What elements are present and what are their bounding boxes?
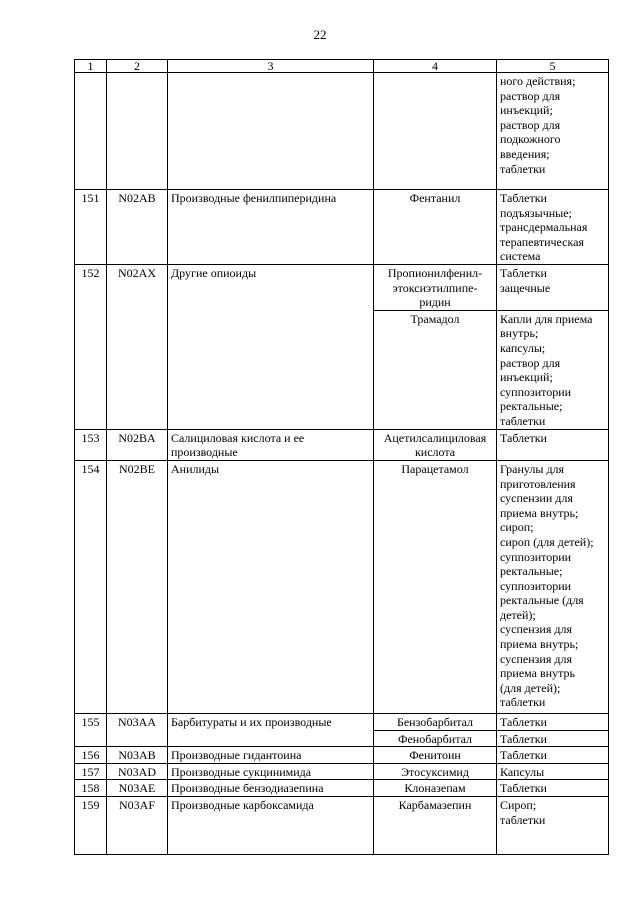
group-cell: [168, 73, 374, 190]
row-number-cell: 153: [75, 429, 107, 460]
cell-line: Производные бензодиазепина: [171, 781, 324, 796]
dosage-forms-cell: [497, 310, 609, 429]
row-number-cell: 157: [75, 763, 107, 780]
substance-cell: [374, 73, 497, 190]
group-cell: [168, 780, 374, 797]
dosage-forms-cell: [497, 264, 609, 310]
substance-cell: [374, 190, 497, 265]
substance-cell: [374, 780, 497, 797]
cell-line: таблетки: [500, 812, 546, 827]
group-cell: [168, 747, 374, 764]
row-number-cell: 154: [75, 460, 107, 713]
row-number-cell: [75, 73, 107, 190]
atc-code-cell: N03AD: [107, 763, 168, 780]
cell-line: таблетки: [500, 161, 546, 176]
substance-cell: [374, 460, 497, 713]
cell-line: Таблетки: [500, 191, 547, 205]
cell-line: кислота: [414, 445, 456, 460]
group-cell: [168, 460, 374, 713]
substance-cell: [374, 730, 497, 747]
dosage-forms-cell: [497, 713, 609, 730]
table-row: [75, 429, 609, 460]
group-cell: [168, 264, 374, 429]
cell-line: Таблетки: [500, 731, 547, 746]
substance-cell: [374, 310, 497, 429]
cell-line: сироп;: [500, 520, 534, 535]
cell-line: терапевтическая: [500, 234, 584, 249]
group-cell: [168, 429, 374, 460]
cell-line: ректальные;: [500, 564, 563, 579]
group-cell: [168, 796, 374, 854]
table-row: [75, 763, 609, 780]
column-header-3: 3: [168, 60, 374, 73]
substance-cell: [374, 429, 497, 460]
row-number-cell: 156: [75, 747, 107, 764]
cell-line: Производные карбоксамида: [171, 797, 314, 812]
atc-code-cell: N02BE: [107, 460, 168, 713]
table-row: [75, 713, 609, 730]
cell-line: Другие опиоиды: [171, 265, 257, 280]
group-cell: [168, 763, 374, 780]
cell-line: Бензобарбитал: [396, 714, 474, 729]
cell-line: инъекций;: [500, 370, 553, 385]
cell-line: Этосуксимид: [401, 764, 469, 779]
column-header-1: 1: [75, 60, 107, 73]
cell-line: Фенобарбитал: [398, 731, 472, 746]
cell-line: детей);: [500, 607, 536, 622]
cell-line: Производные сукцинимида: [171, 764, 312, 779]
table-row: [75, 190, 609, 265]
cell-line: Карбамазепин: [398, 797, 472, 812]
group-cell: [168, 190, 374, 265]
cell-line: суппозитории: [500, 549, 572, 564]
cell-line: суспензия для: [500, 651, 572, 666]
cell-line: Фенитоин: [409, 748, 461, 763]
column-header-4: 4: [374, 60, 497, 73]
cell-line: приема внутрь;: [500, 505, 579, 520]
dosage-forms-cell: [497, 190, 609, 265]
cell-line: раствор для: [500, 117, 561, 132]
cell-line: Анилиды: [171, 461, 220, 476]
dosage-forms-cell: [497, 780, 609, 797]
substance-cell: [374, 763, 497, 780]
cell-line: производные: [171, 445, 238, 460]
cell-line: суппозитории: [500, 384, 572, 399]
cell-line: Трамадол: [410, 311, 460, 326]
medicines-table: [74, 59, 609, 855]
cell-line: Производные гидантоина: [171, 748, 302, 763]
cell-line: (для детей);: [500, 680, 561, 695]
cell-line: подкожного: [500, 132, 561, 147]
cell-line: Таблетки: [500, 265, 547, 280]
cell-line: Парацетамол: [401, 461, 469, 476]
cell-line: Таблетки: [500, 430, 547, 445]
cell-line: ного действия;: [500, 74, 576, 88]
dosage-forms-cell: [497, 730, 609, 747]
atc-code-cell: N03AB: [107, 747, 168, 764]
atc-code-cell: N02BA: [107, 429, 168, 460]
row-number-cell: 152: [75, 264, 107, 429]
cell-line: ректальные (для: [500, 593, 584, 608]
row-number-cell: 159: [75, 796, 107, 854]
cell-line: приготовления: [500, 476, 576, 491]
column-header-2: 2: [107, 60, 168, 73]
table-row: [75, 73, 609, 190]
table-body: [75, 60, 609, 855]
cell-line: Гранулы для: [500, 461, 565, 476]
cell-line: раствор для: [500, 88, 561, 103]
table-row: [75, 747, 609, 764]
cell-line: Ацетилсалициловая: [383, 430, 487, 445]
cell-line: суспензия для: [500, 622, 572, 637]
table-row: [75, 264, 609, 310]
cell-line: этоксиэтилпипе-: [392, 280, 478, 295]
cell-line: защечные: [500, 280, 551, 295]
cell-line: Таблетки: [500, 714, 547, 729]
cell-line: суспензии для: [500, 491, 573, 506]
cell-line: приема внутрь: [500, 666, 575, 681]
cell-line: система: [500, 249, 541, 264]
cell-line: ридин: [419, 295, 451, 310]
cell-line: таблетки: [500, 413, 546, 428]
cell-line: суппозитории: [500, 578, 572, 593]
cell-line: Клоназепам: [404, 781, 466, 796]
cell-line: трансдермальная: [500, 220, 588, 235]
cell-line: приема внутрь;: [500, 637, 579, 652]
cell-line: Барбитураты и их производные: [171, 714, 332, 729]
cell-line: ректальные;: [500, 399, 563, 414]
dosage-forms-cell: [497, 429, 609, 460]
dosage-forms-cell: [497, 460, 609, 713]
substance-cell: [374, 747, 497, 764]
atc-code-cell: [107, 73, 168, 190]
cell-line: капсулы;: [500, 340, 546, 355]
cell-line: Пропионилфенил-: [387, 265, 483, 280]
substance-cell: [374, 796, 497, 854]
cell-line: подъязычные;: [500, 205, 572, 220]
cell-line: Сироп;: [500, 797, 537, 812]
substance-cell: [374, 713, 497, 730]
cell-line: введения;: [500, 146, 550, 161]
cell-line: Производные фенилпиперидина: [171, 191, 337, 205]
cell-line: Фентанил: [409, 191, 461, 205]
dosage-forms-cell: [497, 73, 609, 190]
table-header-row: [75, 60, 609, 73]
atc-code-cell: N03AF: [107, 796, 168, 854]
cell-line: Салициловая кислота и ее: [171, 430, 305, 445]
cell-line: Капли для приема: [500, 311, 593, 326]
page-number: 22: [313, 27, 327, 42]
atc-code-cell: N03AA: [107, 713, 168, 746]
cell-line: таблетки: [500, 695, 546, 710]
cell-line: сироп (для детей);: [500, 534, 594, 549]
column-header-5: 5: [497, 60, 609, 73]
cell-line: инъекций;: [500, 103, 553, 118]
atc-code-cell: N02AX: [107, 264, 168, 429]
cell-line: Таблетки: [500, 748, 547, 763]
dosage-forms-cell: [497, 747, 609, 764]
table-row: [75, 780, 609, 797]
substance-cell: [374, 264, 497, 310]
atc-code-cell: N03AE: [107, 780, 168, 797]
cell-line: внутрь;: [500, 326, 539, 341]
dosage-forms-cell: [497, 763, 609, 780]
table-row: [75, 460, 609, 713]
cell-line: Таблетки: [500, 781, 547, 796]
table-row: [75, 796, 609, 854]
dosage-forms-cell: [497, 796, 609, 854]
row-number-cell: 155: [75, 713, 107, 746]
cell-line: Капсулы: [500, 764, 545, 779]
row-number-cell: 151: [75, 190, 107, 265]
group-cell: [168, 713, 374, 746]
row-number-cell: 158: [75, 780, 107, 797]
cell-line: раствор для: [500, 355, 561, 370]
atc-code-cell: N02AB: [107, 190, 168, 265]
